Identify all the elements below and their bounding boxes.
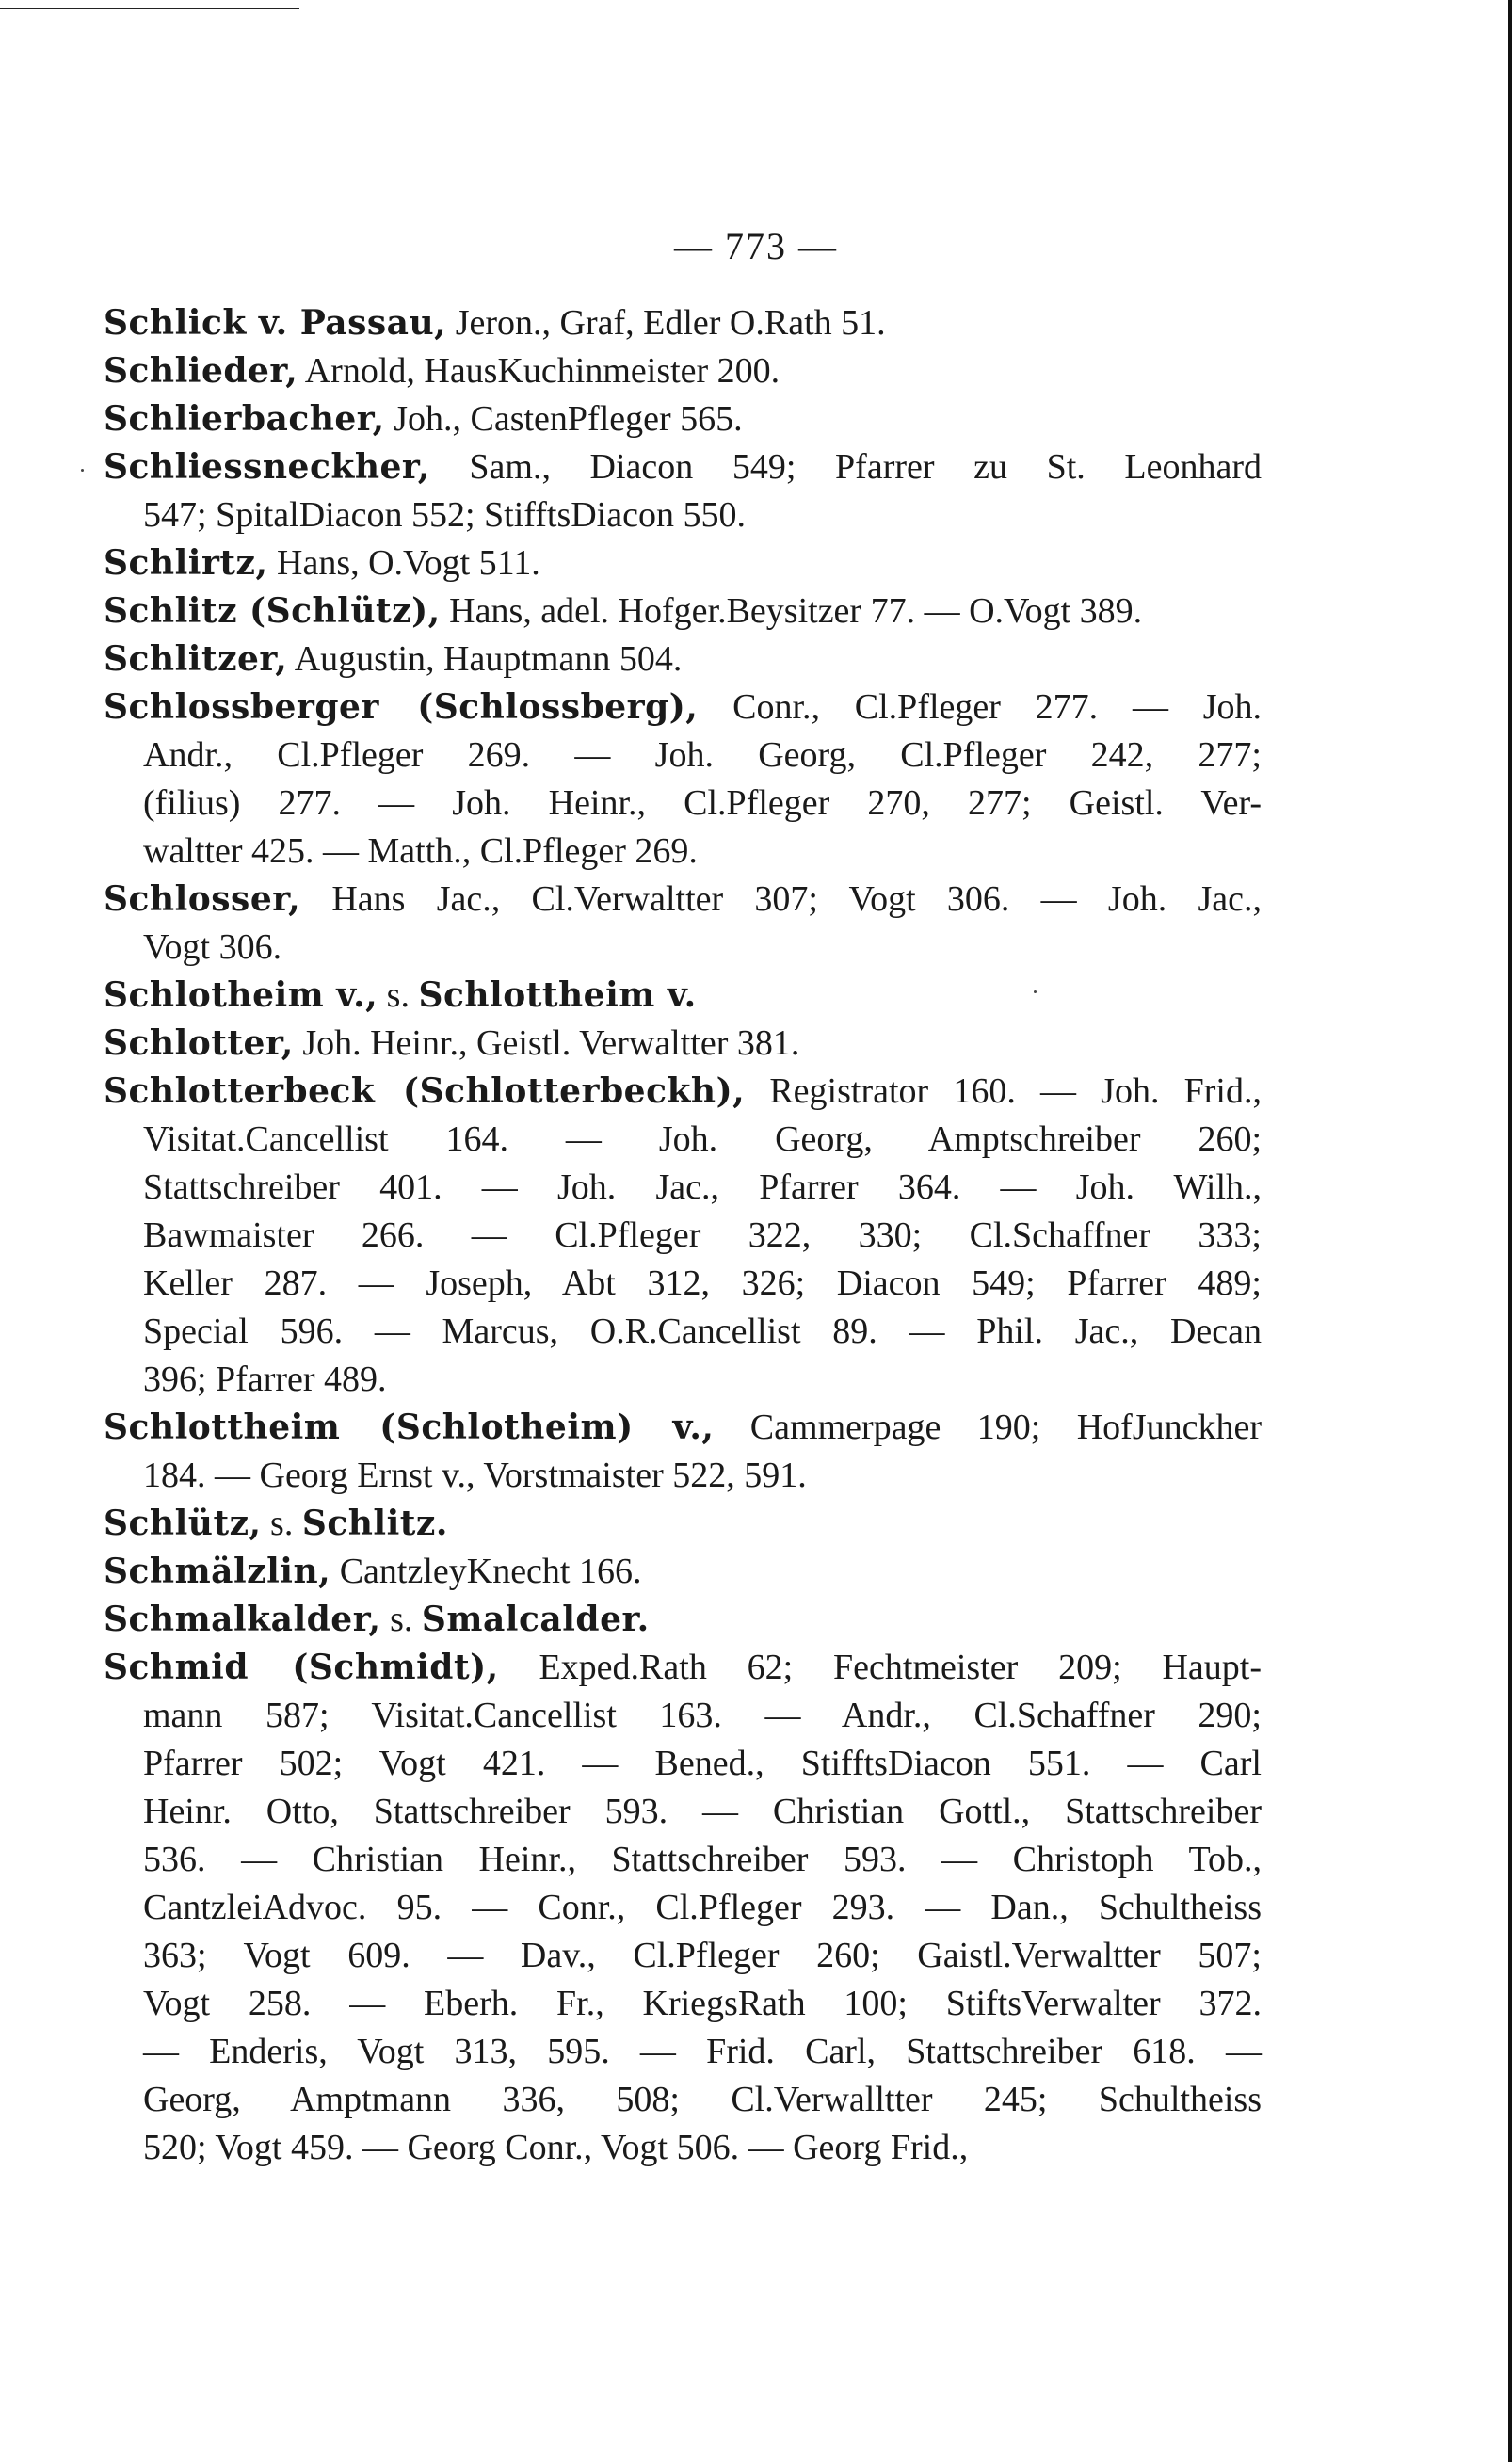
- ink-speck: [81, 469, 84, 472]
- entry-text: Keller 287. — Joseph, Abt 312, 326; Diacon 549; Pfarrer 489;: [143, 1263, 1262, 1303]
- entry-heading: Schlitz.: [301, 1504, 448, 1543]
- entry-heading: Schlitz (Schlütz),: [104, 591, 441, 631]
- entry-heading: Schlick v. Passau,: [104, 303, 447, 343]
- entry-continuation-line: [143, 1931, 1262, 1980]
- entry-line: [104, 1643, 1262, 1692]
- entry-heading: Schlottheim (Schlotheim) v.,: [104, 1408, 715, 1447]
- entry-continuation-line: [143, 1355, 1262, 1404]
- entry-continuation-line: [143, 1835, 1262, 1884]
- entry-text: Registrator 160. — Joh. Frid.,: [745, 1071, 1262, 1111]
- entry-line: [104, 875, 1262, 924]
- entry-continuation-line: [143, 1979, 1262, 2028]
- entry-text: Conr., Cl.Pfleger 277. — Joh.: [698, 687, 1263, 727]
- entry-text: CantzleyKnecht 166.: [330, 1552, 642, 1591]
- entry-text: Special 596. — Marcus, O.R.Cancellist 89. — Phil. Jac., Decan: [143, 1311, 1262, 1351]
- entry-text: Exped.Rath 62; Fechtmeister 209; Haupt-: [498, 1648, 1262, 1687]
- entry-line: [104, 1403, 1262, 1452]
- entry-line: [104, 1067, 1262, 1116]
- entry-text: mann 587; Visitat.Cancellist 163. — Andr., Cl.Schaffner 290;: [143, 1696, 1262, 1735]
- entry-text: Andr., Cl.Pfleger 269. — Joh. Georg, Cl.Pfleger 242, 277;: [143, 735, 1262, 775]
- entry-continuation-line: [143, 1211, 1262, 1260]
- entry-text: Hans Jac., Cl.Verwaltter 307; Vogt 306. — Joh. Jac.,: [300, 879, 1262, 919]
- entry-continuation-line: [143, 1115, 1262, 1164]
- entry-line: [104, 346, 1262, 395]
- entry-heading: Schmalkalder,: [104, 1600, 381, 1639]
- entry-continuation-line: [143, 491, 1262, 539]
- entry-text: s.: [261, 1504, 302, 1543]
- entry-continuation-line: [143, 731, 1262, 780]
- entry-continuation-line: [143, 1451, 1262, 1500]
- entry-continuation-line: [143, 1163, 1262, 1212]
- entry-text: Hans, adel. Hofger.Beysitzer 77. — O.Vogt 389.: [440, 591, 1143, 631]
- entry-text: CantzleiAdvoc. 95. — Conr., Cl.Pfleger 293. — Dan., Schultheiss: [143, 1888, 1262, 1927]
- entry-text: 363; Vogt 609. — Dav., Cl.Pfleger 260; Gaistl.Verwaltter 507;: [143, 1936, 1262, 1975]
- entry-heading: Smalcalder.: [421, 1600, 650, 1639]
- entry-text: 396; Pfarrer 489.: [143, 1360, 387, 1399]
- entry-line: [104, 1595, 1262, 1644]
- entry-continuation-line: [143, 923, 1262, 972]
- entry-text: Joh., CastenPfleger 565.: [384, 399, 743, 439]
- entry-text: 536. — Christian Heinr., Stattschreiber 593. — Christoph Tob.,: [143, 1840, 1262, 1879]
- entry-line: [104, 1019, 1262, 1068]
- entry-text: 184. — Georg Ernst v., Vorstmaister 522, 591.: [143, 1456, 807, 1495]
- entry-text: s.: [380, 1600, 422, 1639]
- entry-line: [104, 1547, 1262, 1596]
- entry-line: [104, 971, 1262, 1020]
- entry-line: [104, 394, 1262, 443]
- entry-heading: Schlossberger (Schlossberg),: [104, 687, 699, 727]
- entry-text: s.: [378, 975, 419, 1015]
- entry-continuation-line: [143, 1691, 1262, 1740]
- entry-text: — Enderis, Vogt 313, 595. — Frid. Carl, Stattschreiber 618. —: [143, 2032, 1262, 2071]
- entry-text: Stattschreiber 401. — Joh. Jac., Pfarrer 364. — Joh. Wilh.,: [143, 1167, 1262, 1207]
- entry-heading: Schlierbacher,: [104, 399, 385, 439]
- entry-text: Bawmaister 266. — Cl.Pfleger 322, 330; Cl.Schaffner 333;: [143, 1215, 1262, 1255]
- entry-heading: Schlütz,: [104, 1504, 262, 1543]
- entry-continuation-line: [143, 827, 1262, 876]
- entry-text: 547; SpitalDiacon 552; StifftsDiacon 550.: [143, 495, 746, 535]
- entry-continuation-line: [143, 2075, 1262, 2124]
- entry-heading: Schlotheim v.,: [104, 975, 378, 1015]
- entry-text: Arnold, HausKuchinmeister 200.: [298, 351, 780, 391]
- entry-heading: Schlottheim v.: [418, 975, 697, 1015]
- entry-continuation-line: [143, 1739, 1262, 1788]
- entry-text: Jeron., Graf, Edler O.Rath 51.: [446, 303, 886, 343]
- entry-text: Hans, O.Vogt 511.: [267, 543, 540, 583]
- entry-text: Heinr. Otto, Stattschreiber 593. — Christian Gottl., Stattschreiber: [143, 1792, 1262, 1831]
- top-edge-rule: [0, 8, 299, 9]
- entry-line: [104, 587, 1262, 636]
- entry-line: [104, 683, 1262, 732]
- entry-continuation-line: [143, 1883, 1262, 1932]
- entry-continuation-line: [143, 779, 1262, 828]
- entry-heading: Schlieder,: [104, 351, 298, 391]
- entry-text: 520; Vogt 459. — Georg Conr., Vogt 506. — Georg Frid.,: [143, 2128, 969, 2167]
- entry-text: Visitat.Cancellist 164. — Joh. Georg, Amptschreiber 260;: [143, 1119, 1262, 1159]
- entry-line: [104, 443, 1262, 491]
- entry-text: waltter 425. — Matth., Cl.Pfleger 269.: [143, 831, 698, 871]
- entry-heading: Schlirtz,: [104, 543, 268, 583]
- entry-text: Vogt 306.: [143, 927, 282, 967]
- entry-heading: Schmälzlin,: [104, 1552, 331, 1591]
- right-page-edge: [1508, 0, 1512, 2462]
- entry-continuation-line: [143, 2123, 1262, 2172]
- entry-continuation-line: [143, 1259, 1262, 1308]
- entry-text: Vogt 258. — Eberh. Fr., KriegsRath 100; StiftsVerwalter 372.: [143, 1984, 1262, 2023]
- entry-text: Georg, Amptmann 336, 508; Cl.Verwalltter 245; Schultheiss: [143, 2080, 1262, 2119]
- entry-heading: Schmid (Schmidt),: [104, 1648, 499, 1687]
- entry-line: [104, 539, 1262, 587]
- page-number: — 773 —: [674, 225, 838, 267]
- entry-text: Augustin, Hauptmann 504.: [287, 639, 683, 679]
- entry-text: Cammerpage 190; HofJunckher: [714, 1408, 1262, 1447]
- entry-line: [104, 298, 1262, 347]
- entry-continuation-line: [143, 2027, 1262, 2076]
- entry-text: Joh. Heinr., Geistl. Verwaltter 381.: [293, 1023, 800, 1063]
- entry-heading: Schlitzer,: [104, 639, 288, 679]
- entry-heading: Schliessneckher,: [104, 447, 430, 487]
- entry-text: Pfarrer 502; Vogt 421. — Bened., StifftsDiacon 551. — Carl: [143, 1744, 1262, 1783]
- entry-heading: Schlosser,: [104, 879, 301, 919]
- entry-line: [104, 1499, 1262, 1548]
- entry-continuation-line: [143, 1307, 1262, 1356]
- entry-continuation-line: [143, 1787, 1262, 1836]
- entry-text: (filius) 277. — Joh. Heinr., Cl.Pfleger 270, 277; Geistl. Ver-: [143, 783, 1262, 823]
- entry-line: [104, 635, 1262, 684]
- entry-heading: Schlotterbeck (Schlotterbeckh),: [104, 1071, 746, 1111]
- entry-text: Sam., Diacon 549; Pfarrer zu St. Leonhard: [429, 447, 1262, 487]
- entry-heading: Schlotter,: [104, 1023, 294, 1063]
